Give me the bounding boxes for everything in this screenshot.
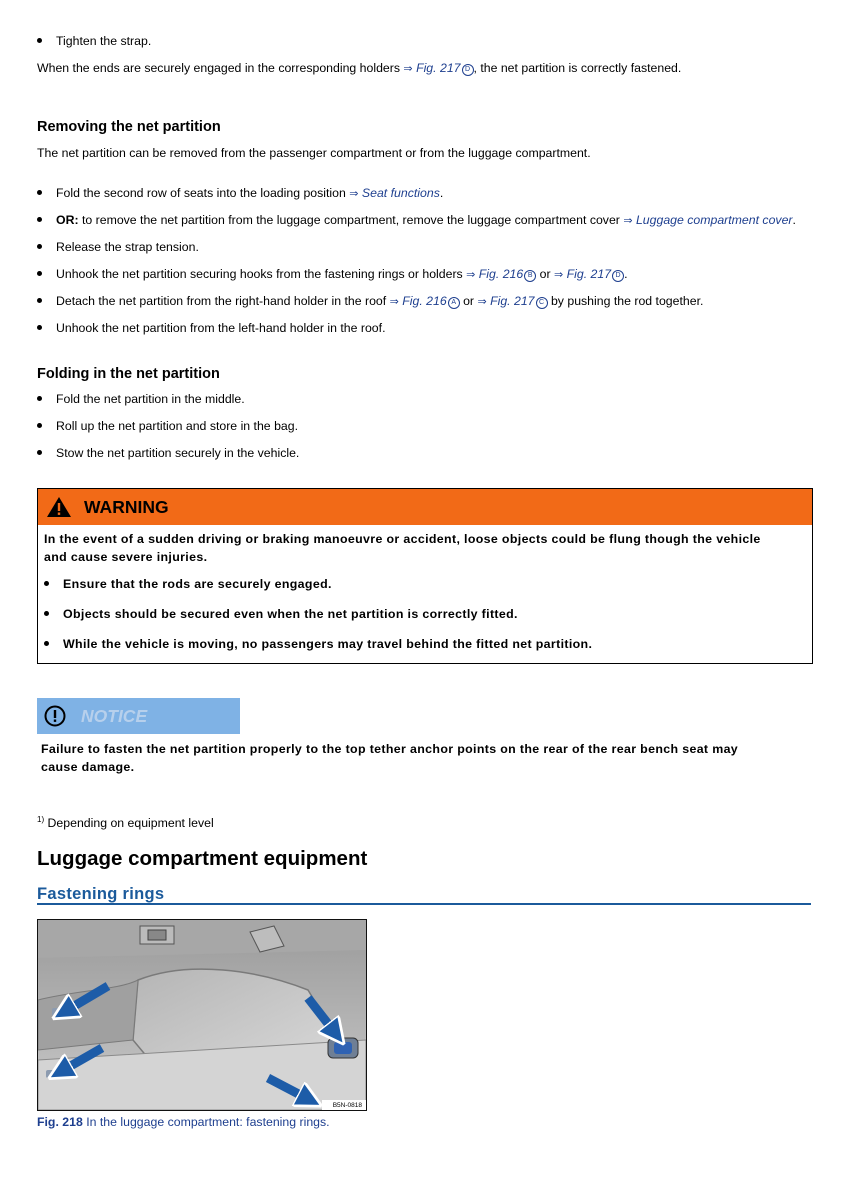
warning-list-item: Ensure that the rods are securely engaged.: [44, 575, 806, 593]
bullet-icon: [37, 38, 42, 43]
bullet-icon: [37, 244, 42, 249]
bullet-icon: [44, 641, 49, 646]
bullet-icon: [37, 217, 42, 222]
warning-triangle-icon: [46, 496, 72, 518]
notice-title: NOTICE: [81, 705, 148, 726]
arrow-right-icon: ⇒: [554, 269, 564, 281]
list-item: Stow the net partition securely in the vehicle.: [37, 445, 299, 461]
list-item: Fold the second row of seats into the loading position ⇒ Seat functions.: [37, 185, 443, 202]
callout-b-icon: B: [524, 270, 536, 282]
warning-list-item: Objects should be secured even when the net partition is correctly fitted.: [44, 605, 806, 623]
fig-217-link[interactable]: Fig. 217 D: [567, 267, 624, 281]
warning-list-item: While the vehicle is moving, no passengers may travel behind the fitted net partition.: [44, 635, 806, 653]
warning-box: [37, 488, 813, 664]
bullet-icon: [37, 325, 42, 330]
figure-image: [37, 919, 367, 1111]
callout-a-icon: A: [448, 297, 460, 309]
list-item: Tighten the strap.: [37, 33, 151, 49]
list-item: Unhook the net partition from the left-hand holder in the roof.: [37, 320, 385, 336]
bullet-icon: [37, 190, 42, 195]
fig-216-link[interactable]: Fig. 216 B: [479, 267, 536, 281]
figure-code: B5N-0818: [332, 1102, 362, 1109]
notice-text-cont: cause damage.: [41, 760, 135, 774]
list-item: Roll up the net partition and store in the bag.: [37, 418, 298, 434]
paragraph: The net partition can be removed from the passenger compartment or from the luggage compartment.: [37, 146, 591, 160]
arrow-right-icon: ⇒: [389, 296, 399, 308]
fig-217-link[interactable]: Fig. 217 C: [490, 294, 547, 308]
callout-c-icon: C: [536, 297, 548, 309]
bullet-icon: [37, 450, 42, 455]
list-item: Unhook the net partition securing hooks from the fastening rings or holders ⇒ Fig. 216 B or ⇒ Fig. 217 D .: [37, 266, 628, 283]
list-item: Release the strap tension.: [37, 239, 199, 255]
notice-header: [37, 698, 240, 734]
fig-217-link[interactable]: Fig. 217 D: [416, 61, 473, 75]
notice-exclamation-icon: [43, 704, 67, 728]
luggage-cover-link[interactable]: Luggage compartment cover: [635, 213, 793, 227]
list-item: Fold the net partition in the middle.: [37, 391, 245, 407]
list-item: Detach the net partition from the right-hand holder in the roof ⇒ Fig. 216 A or ⇒ Fig. 217 C by pushing the rod together.: [37, 293, 703, 310]
notice-text: Failure to fasten the net partition properly to the top tether anchor points on the rear of the rear bench seat may: [41, 742, 739, 756]
callout-d-icon: D: [612, 270, 624, 282]
section-heading: Folding in the net partition: [37, 366, 220, 382]
warning-intro: In the event of a sudden driving or braking manoeuvre or accident, loose objects could be flung though the vehicle: [44, 532, 761, 546]
callout-d-icon: D: [462, 64, 474, 76]
warning-header: [38, 489, 812, 525]
bullet-icon: [44, 611, 49, 616]
arrow-right-icon: ⇒: [466, 269, 476, 281]
warning-title: WARNING: [84, 496, 169, 517]
figure-caption: Fig. 218 In the luggage compartment: fastening rings.: [37, 1115, 330, 1129]
bullet-icon: [37, 396, 42, 401]
bullet-icon: [37, 271, 42, 276]
warning-intro-cont: and cause severe injuries.: [44, 550, 208, 564]
arrow-right-icon: ⇒: [349, 188, 359, 200]
heading-rule: [37, 903, 811, 905]
list-item: OR: to remove the net partition from the luggage compartment, remove the luggage compartment cover ⇒ Luggage compartment cover.: [37, 212, 796, 229]
arrow-right-icon: ⇒: [403, 63, 413, 75]
arrow-right-icon: ⇒: [623, 215, 633, 227]
paragraph: When the ends are securely engaged in the corresponding holders ⇒ Fig. 217 D , the net partition is correctly fastened.: [37, 61, 682, 75]
arrow-right-icon: ⇒: [477, 296, 487, 308]
bullet-icon: [37, 423, 42, 428]
luggage-compartment-illustration: [38, 920, 366, 1110]
bullet-icon: [37, 298, 42, 303]
subsection-title: Fastening rings: [37, 885, 165, 903]
section-heading: Removing the net partition: [37, 119, 221, 135]
seat-functions-link[interactable]: Seat functions: [361, 186, 440, 200]
footnote: $^{1)}$ Depending on equipment level: [37, 815, 214, 831]
bullet-icon: [44, 581, 49, 586]
fig-216-link[interactable]: Fig. 216 A: [402, 294, 459, 308]
page-title: Luggage compartment equipment: [37, 847, 368, 870]
